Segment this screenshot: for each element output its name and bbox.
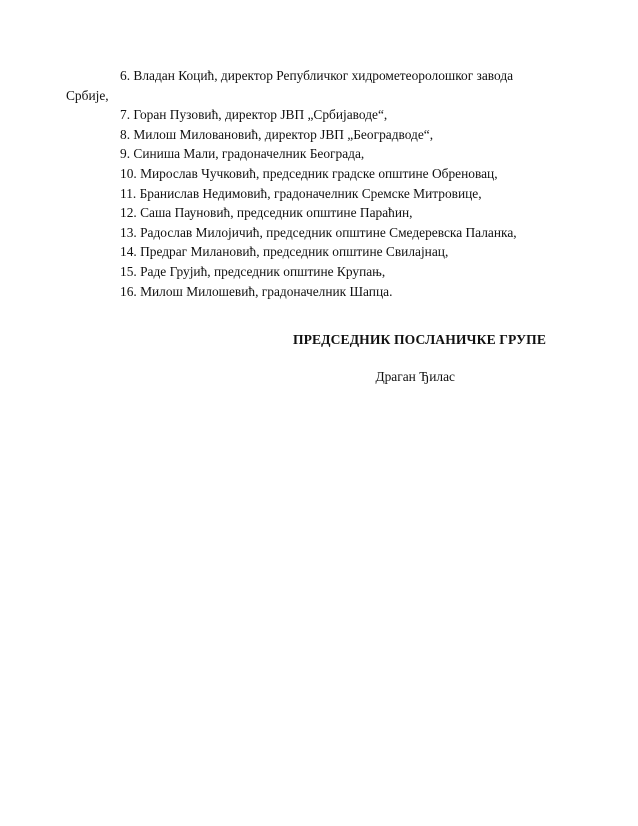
- list-item: 12. Саша Пауновић, председник општине Параћин,: [120, 205, 413, 221]
- list-item: 16. Милош Милошевић, градоначелник Шапца.: [120, 283, 393, 299]
- official-list: [66, 66, 560, 301]
- list-item: 9. Синиша Мали, градоначелник Београда,: [120, 146, 365, 162]
- list-item: 8. Милош Миловановић, директор ЈВП „Београдводе“,: [120, 126, 434, 142]
- list-item-continuation: Србије,: [66, 87, 109, 103]
- list-item: 7. Горан Пузовић, директор ЈВП „Србијаводе“,: [120, 107, 388, 123]
- list-item: 14. Предраг Милановић, председник општине Свилајнац,: [120, 244, 449, 260]
- list-item: 11. Бранислав Недимовић, градоначелник Сремске Митровице,: [120, 185, 482, 201]
- list-item: 10. Мирослав Чучковић, председник градске општине Обреновац,: [120, 165, 498, 181]
- list-item: 15. Раде Грујић, председник општине Крупањ,: [120, 263, 386, 279]
- list-item: 6. Владан Коцић, директор Републичког хидрометеоролошког завода: [120, 68, 514, 83]
- signature-name: Драган Ђилас: [375, 369, 455, 384]
- list-item: 13. Радослав Милојичић, председник општине Смедеревска Паланка,: [120, 224, 517, 240]
- signature-title: ПРЕДСЕДНИК ПОСЛАНИЧКЕ ГРУПЕ: [292, 332, 546, 347]
